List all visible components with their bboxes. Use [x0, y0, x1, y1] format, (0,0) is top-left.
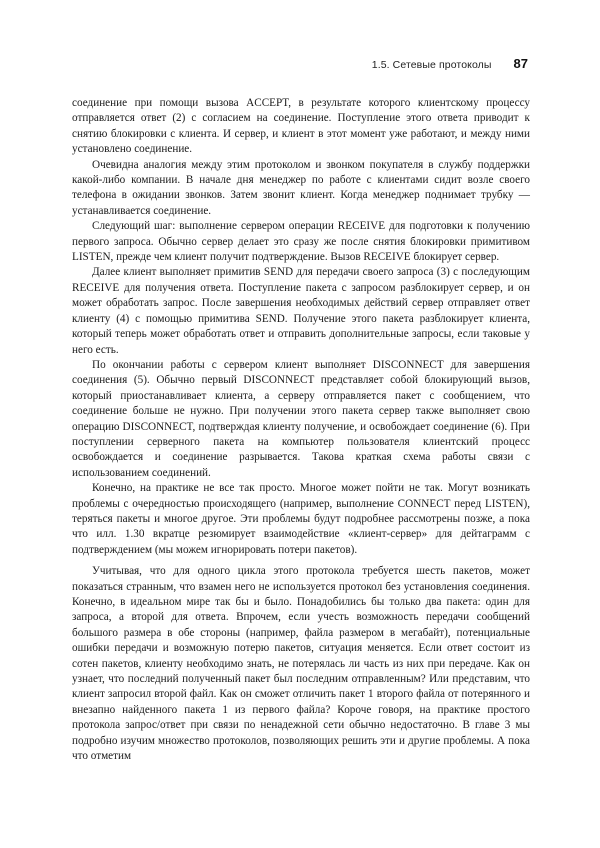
page-number: 87	[513, 56, 528, 71]
section-title: 1.5. Сетевые протоколы	[371, 59, 492, 71]
paragraph: По окончании работы с сервером клиент выполняет DISCONNECT для завершения соединения (5). Обычно первый DISCONNECT представляет собой блокирующий вызов, который приостанавливает клиента, а серверу отправляется пакет с сообщением, что соединение больше не нужно. При получении этого пакета сервер также выполняет свою операцию DISCONNECT, подтверждая клиенту получение, и освобождает соединение (6). При поступлении серверного пакета на компьютер пользователя клиентский процесс освобождается и соединение разрывается. Такова краткая схема работы связи с использованием соединений.	[72, 358, 530, 479]
running-header	[72, 56, 528, 71]
paragraph: Конечно, на практике не все так просто. Многое может пойти не так. Могут возникать проблемы с очередностью происходящего (например, выполнение CONNECT перед LISTEN), теряться пакеты и многое другое. Эти проблемы будут подробнее рассмотрены позже, а пока что илл. 1.30 вкратце резюмирует взаимодействие «клиент-сервер» для дейтаграмм с подтверждением (мы можем игнорировать потери пакетов).	[72, 482, 530, 556]
body-text	[72, 96, 530, 764]
paragraph: Учитывая, что для одного цикла этого протокола требуется шесть пакетов, может показаться странным, что взамен него не используется протокол без установления соединения. Конечно, в идеальном мире так бы и было. Понадобились бы только два пакета: один для запроса, а второй для ответа. Впрочем, если учесть возможность передачи сообщений большого размера в обе стороны (например, файла размером в мегабайт), потенциальные ошибки передачи и возможную потерю пакетов, ситуация меняется. Если ответ состоит из сотен пакетов, клиенту необходимо знать, не потерялась ли часть из них при передаче. Как он узнает, что последний полученный пакет был последним отправленным? Или представим, что клиент запросил второй файл. Как он сможет отличить пакет 1 второго файла от потерянного и внезапно найденного пакета 1 из первого файла? Короче говоря, на практике простого протокола запрос/ответ при связи по ненадежной сети обычно недостаточно. В главе 3 мы подробно изучим множество протоколов, позволяющих решить эти и другие проблемы. А пока что отметим	[72, 565, 530, 763]
paragraph: Следующий шаг: выполнение сервером операции RECEIVE для подготовки к получению первого запроса. Обычно сервер делает это сразу же после снятия блокировки примитивом LISTEN, прежде чем клиент получит подтверждение. Вызов RECEIVE блокирует сервер.	[72, 220, 530, 264]
paragraph: Очевидна аналогия между этим протоколом и звонком покупателя в службу поддержки какой-либо компании. В начале дня менеджер по работе с клиентами сидит возле своего телефона в ожидании звонков. Затем звонит клиент. Когда менеджер поднимает трубку — устанавливается соединение.	[72, 158, 530, 217]
paragraph: Далее клиент выполняет примитив SEND для передачи своего запроса (3) с последующим RECEIVE для получения ответа. Поступление пакета с запросом разблокирует сервер, и он может обработать запрос. После завершения необходимых действий сервер отправляет ответ клиенту (4) с помощью примитива SEND. Получение этого пакета разблокирует клиента, который теперь может обработать ответ и отправить дополнительные запросы, если таковые у него есть.	[72, 266, 530, 356]
paragraph: соединение при помощи вызова ACCEPT, в результате которого клиентскому процессу отправляется ответ (2) с согласием на соединение. Поступление этого ответа приводит к снятию блокировки с клиента. И сервер, и клиент в этот момент уже работают, и между ними установлено соединение.	[72, 97, 530, 156]
